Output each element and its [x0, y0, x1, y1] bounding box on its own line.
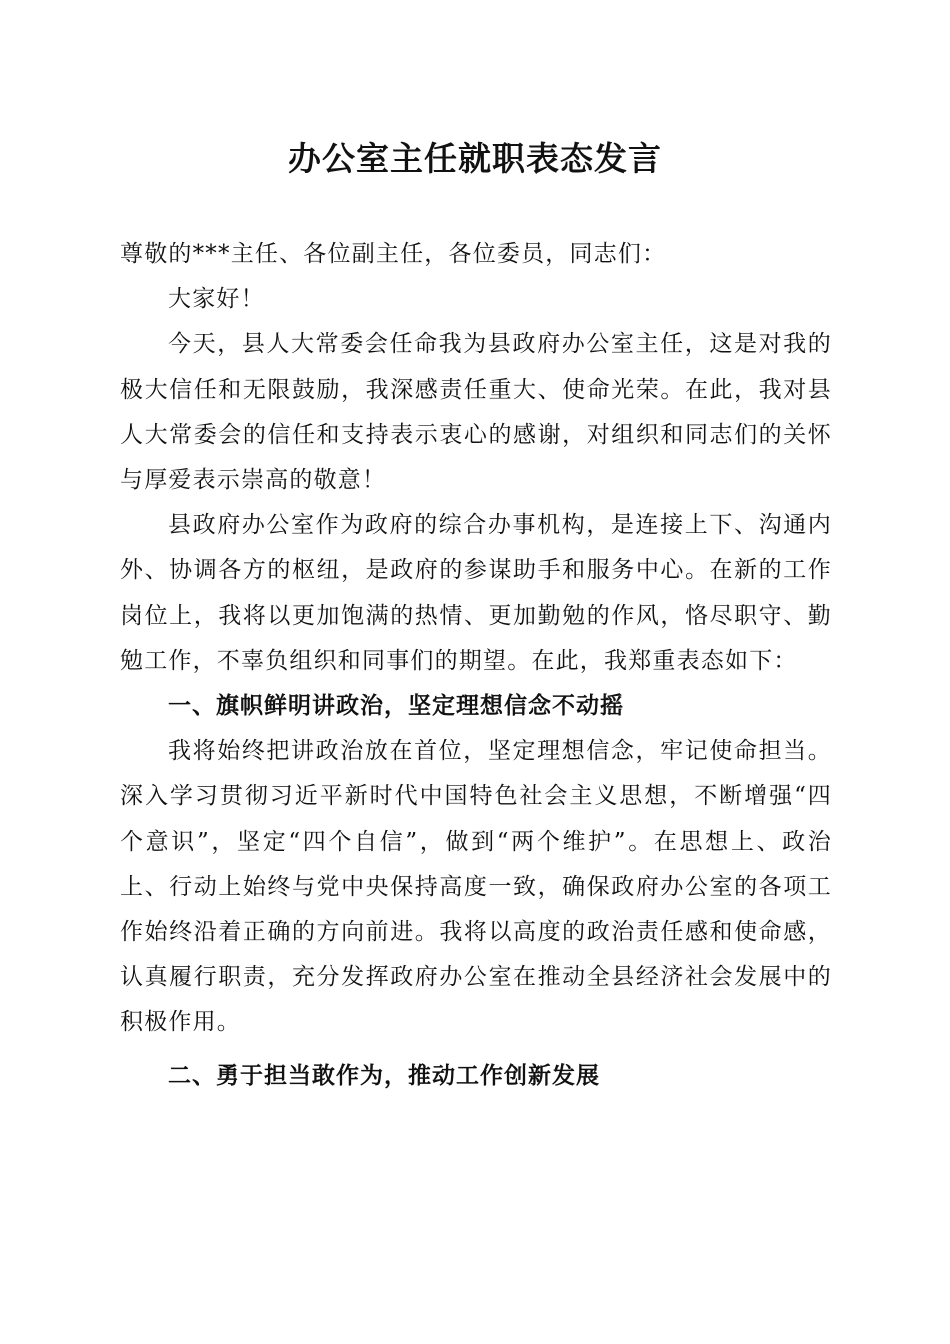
document-body — [120, 232, 832, 1099]
document-title: 办公室主任就职表态发言 — [288, 139, 662, 178]
section-text-1: 我将始终把讲政治放在首位，坚定理想信念，牢记使命担当。深入学习贯彻习近平新时代中国特色社会主义思想，不断增强“四个意识”，坚定“四个自信”，做到“两个维护”。在思想上、政治上、行动上始终与党中央保持高度一致，确保政府办公室的各项工作始终沿着正确的方向前进。我将以高度的政治责任感和使命感，认真履行职责，充分发挥政府办公室在推动全县经济社会发展中的积极作用。 — [120, 738, 832, 1036]
paragraph-office-role: 县政府办公室作为政府的综合办事机构，是连接上下、沟通内外、协调各方的枢纽，是政府的参谋助手和服务中心。在新的工作岗位上，我将以更加饱满的热情、更加勤勉的作风，恪尽职守、勤勉工作，不辜负组织和同事们的期望。在此，我郑重表态如下： — [120, 512, 832, 674]
salutation: 尊敬的***主任、各位副主任，各位委员，同志们： — [120, 241, 667, 267]
section-heading-2: 二、勇于担当敢作为，推动工作创新发展 — [168, 1062, 600, 1089]
greeting: 大家好！ — [168, 286, 265, 313]
paragraph-appointment: 今天，县人大常委会任命我为县政府办公室主任，这是对我的极大信任和无限鼓励，我深感责任重大、使命光荣。在此，我对县人大常委会的信任和支持表示衷心的感谢，对组织和同志们的关怀与厚爱表示崇高的敬意！ — [120, 331, 832, 494]
section-heading-1: 一、旗帜鲜明讲政治，坚定理想信念不动摇 — [168, 693, 624, 720]
